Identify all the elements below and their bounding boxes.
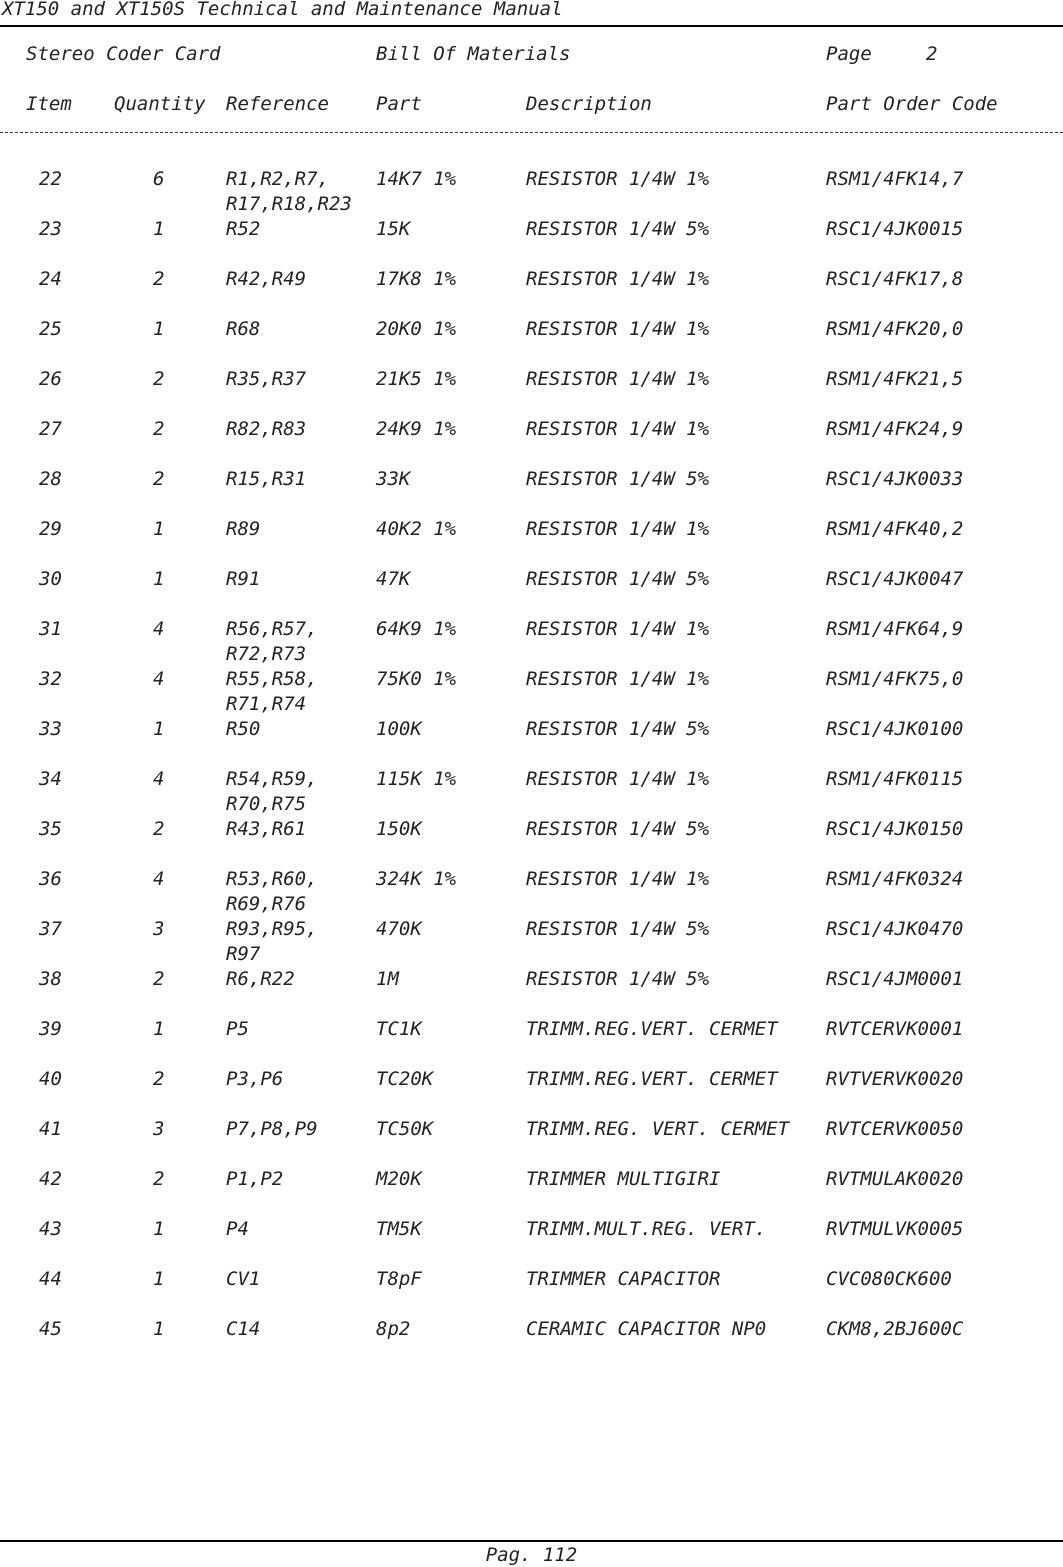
part-order-code: RSC1/4JK0047 — [826, 568, 964, 590]
part-value: 40K2 1% — [376, 518, 457, 540]
item-number: 31 — [39, 618, 62, 640]
quantity: 4 — [153, 868, 165, 890]
part-order-code: RVTCERVK0001 — [826, 1018, 964, 1040]
description: RESISTOR 1/4W 5% — [526, 218, 710, 240]
quantity: 2 — [153, 968, 165, 990]
running-header: XT150 and XT150S Technical and Maintenance Manual — [2, 0, 563, 20]
item-number: 32 — [39, 668, 62, 690]
reference: R82,R83 — [226, 418, 307, 440]
quantity: 2 — [153, 468, 165, 490]
part-value: 33K — [376, 468, 411, 490]
part-value: 21K5 1% — [376, 368, 457, 390]
reference: CV1 — [226, 1268, 261, 1290]
quantity: 1 — [153, 1318, 165, 1340]
quantity: 3 — [153, 1118, 165, 1140]
part-value: TC1K — [376, 1018, 422, 1040]
description: TRIMMER MULTIGIRI — [526, 1168, 721, 1190]
table-row — [0, 1217, 1063, 1267]
column-header-part: Part — [376, 93, 422, 115]
reference: C14 — [226, 1318, 261, 1340]
quantity: 2 — [153, 418, 165, 440]
item-number: 43 — [39, 1218, 62, 1240]
item-number: 39 — [39, 1018, 62, 1040]
reference: R6,R22 — [226, 968, 295, 990]
quantity: 1 — [153, 1218, 165, 1240]
part-order-code: RVTCERVK0050 — [826, 1118, 964, 1140]
description: CERAMIC CAPACITOR NP0 — [526, 1318, 767, 1340]
column-header-quantity: Quantity — [114, 93, 206, 115]
description: RESISTOR 1/4W 1% — [526, 618, 710, 640]
page-label: Page — [826, 43, 872, 65]
reference: R89 — [226, 518, 261, 540]
table-row — [0, 817, 1063, 867]
part-order-code: RSC1/4JK0470 — [826, 918, 964, 940]
description: RESISTOR 1/4W 1% — [526, 318, 710, 340]
item-number: 34 — [39, 768, 62, 790]
part-order-code: RVTMULAK0020 — [826, 1168, 964, 1190]
part-order-code: RSM1/4FK0324 — [826, 868, 964, 890]
header-separator — [0, 132, 1063, 133]
part-order-code: RSM1/4FK20,0 — [826, 318, 964, 340]
reference: R43,R61 — [226, 818, 307, 840]
table-row — [0, 267, 1063, 317]
column-header-reference: Reference — [226, 93, 329, 115]
part-order-code: RVTVERVK0020 — [826, 1068, 964, 1090]
reference: P4 — [226, 1218, 249, 1240]
part-order-code: RSM1/4FK24,9 — [826, 418, 964, 440]
table-row — [0, 767, 1063, 817]
item-number: 28 — [39, 468, 62, 490]
quantity: 1 — [153, 568, 165, 590]
part-value: 47K — [376, 568, 411, 590]
reference: R56,R57, — [226, 618, 318, 640]
quantity: 2 — [153, 268, 165, 290]
table-row — [0, 1267, 1063, 1317]
description: TRIMM.REG.VERT. CERMET — [526, 1068, 778, 1090]
item-number: 33 — [39, 718, 62, 740]
part-order-code: RSC1/4JK0015 — [826, 218, 964, 240]
item-number: 38 — [39, 968, 62, 990]
reference-continued: R70,R75 — [226, 793, 307, 815]
table-row — [0, 317, 1063, 367]
description: RESISTOR 1/4W 1% — [526, 668, 710, 690]
reference: P1,P2 — [226, 1168, 284, 1190]
description: RESISTOR 1/4W 1% — [526, 168, 710, 190]
table-row — [0, 1067, 1063, 1117]
reference-continued: R69,R76 — [226, 893, 307, 915]
table-row — [0, 367, 1063, 417]
part-order-code: RSC1/4JK0100 — [826, 718, 964, 740]
column-header-order-code: Part Order Code — [826, 93, 998, 115]
column-header-description: Description — [526, 93, 652, 115]
part-order-code: RSM1/4FK40,2 — [826, 518, 964, 540]
table-row — [0, 417, 1063, 467]
reference: P5 — [226, 1018, 249, 1040]
part-value: 75K0 1% — [376, 668, 457, 690]
description: RESISTOR 1/4W 5% — [526, 568, 710, 590]
part-value: 470K — [376, 918, 422, 940]
quantity: 2 — [153, 1168, 165, 1190]
item-number: 41 — [39, 1118, 62, 1140]
part-order-code: RSM1/4FK21,5 — [826, 368, 964, 390]
part-order-code: CVC080CK600 — [826, 1268, 952, 1290]
description: RESISTOR 1/4W 5% — [526, 918, 710, 940]
part-value: 20K0 1% — [376, 318, 457, 340]
table-row — [0, 1117, 1063, 1167]
part-order-code: RSM1/4FK75,0 — [826, 668, 964, 690]
reference: R55,R58, — [226, 668, 318, 690]
table-row — [0, 617, 1063, 667]
part-value: 150K — [376, 818, 422, 840]
reference: R52 — [226, 218, 261, 240]
part-value: TC50K — [376, 1118, 434, 1140]
description: RESISTOR 1/4W 1% — [526, 868, 710, 890]
quantity: 4 — [153, 618, 165, 640]
table-row — [0, 717, 1063, 767]
reference: R15,R31 — [226, 468, 307, 490]
table-row — [0, 467, 1063, 517]
part-value: M20K — [376, 1168, 422, 1190]
item-number: 36 — [39, 868, 62, 890]
part-value: 100K — [376, 718, 422, 740]
reference: R35,R37 — [226, 368, 307, 390]
reference: R53,R60, — [226, 868, 318, 890]
item-number: 25 — [39, 318, 62, 340]
part-order-code: RSM1/4FK14,7 — [826, 168, 964, 190]
reference-continued: R17,R18,R23 — [226, 193, 352, 215]
quantity: 1 — [153, 318, 165, 340]
quantity: 1 — [153, 218, 165, 240]
description: RESISTOR 1/4W 5% — [526, 818, 710, 840]
part-value: 324K 1% — [376, 868, 457, 890]
part-value: 115K 1% — [376, 768, 457, 790]
reference: R93,R95, — [226, 918, 318, 940]
reference: R1,R2,R7, — [226, 168, 329, 190]
item-number: 35 — [39, 818, 62, 840]
table-row — [0, 967, 1063, 1017]
quantity: 2 — [153, 368, 165, 390]
part-value: 1M — [376, 968, 399, 990]
reference: R54,R59, — [226, 768, 318, 790]
table-row — [0, 1017, 1063, 1067]
quantity: 1 — [153, 1018, 165, 1040]
table-row — [0, 1167, 1063, 1217]
table-row — [0, 217, 1063, 267]
part-order-code: RVTMULVK0005 — [826, 1218, 964, 1240]
part-value: 17K8 1% — [376, 268, 457, 290]
part-order-code: RSC1/4JM0001 — [826, 968, 964, 990]
table-row — [0, 1317, 1063, 1367]
reference: R91 — [226, 568, 261, 590]
part-order-code: CKM8,2BJ600C — [826, 1318, 964, 1340]
item-number: 40 — [39, 1068, 62, 1090]
reference-continued: R72,R73 — [226, 643, 307, 665]
table-row — [0, 567, 1063, 617]
reference: P3,P6 — [226, 1068, 284, 1090]
quantity: 4 — [153, 768, 165, 790]
description: TRIMM.MULT.REG. VERT. — [526, 1218, 767, 1240]
item-number: 27 — [39, 418, 62, 440]
table-row — [0, 917, 1063, 967]
quantity: 1 — [153, 1268, 165, 1290]
quantity: 6 — [153, 168, 165, 190]
part-order-code: RSC1/4JK0033 — [826, 468, 964, 490]
reference-continued: R97 — [226, 943, 261, 965]
page-number: 2 — [926, 43, 938, 65]
reference: P7,P8,P9 — [226, 1118, 318, 1140]
table-row — [0, 667, 1063, 717]
item-number: 23 — [39, 218, 62, 240]
part-value: 14K7 1% — [376, 168, 457, 190]
table-row — [0, 867, 1063, 917]
item-number: 44 — [39, 1268, 62, 1290]
part-order-code: RSM1/4FK64,9 — [826, 618, 964, 640]
table-row — [0, 517, 1063, 567]
quantity: 3 — [153, 918, 165, 940]
quantity: 2 — [153, 1068, 165, 1090]
item-number: 30 — [39, 568, 62, 590]
item-number: 29 — [39, 518, 62, 540]
part-value: TC20K — [376, 1068, 434, 1090]
item-number: 24 — [39, 268, 62, 290]
part-value: TM5K — [376, 1218, 422, 1240]
description: TRIMM.REG. VERT. CERMET — [526, 1118, 790, 1140]
column-header-item: Item — [26, 93, 72, 115]
description: RESISTOR 1/4W 5% — [526, 718, 710, 740]
reference: R42,R49 — [226, 268, 307, 290]
section-title: Stereo Coder Card — [26, 43, 221, 65]
description: RESISTOR 1/4W 1% — [526, 268, 710, 290]
quantity: 1 — [153, 518, 165, 540]
description: TRIMM.REG.VERT. CERMET — [526, 1018, 778, 1040]
quantity: 1 — [153, 718, 165, 740]
page-footer: Pag. 112 — [485, 1544, 578, 1566]
reference-continued: R71,R74 — [226, 693, 307, 715]
description: TRIMMER CAPACITOR — [526, 1268, 721, 1290]
description: RESISTOR 1/4W 1% — [526, 518, 710, 540]
reference: R68 — [226, 318, 261, 340]
part-order-code: RSM1/4FK0115 — [826, 768, 964, 790]
part-order-code: RSC1/4JK0150 — [826, 818, 964, 840]
item-number: 42 — [39, 1168, 62, 1190]
footer-rule — [0, 1540, 1063, 1542]
item-number: 26 — [39, 368, 62, 390]
header-rule — [0, 25, 1063, 27]
table-row — [0, 167, 1063, 217]
description: RESISTOR 1/4W 5% — [526, 968, 710, 990]
part-value: T8pF — [376, 1268, 422, 1290]
quantity: 2 — [153, 818, 165, 840]
reference: R50 — [226, 718, 261, 740]
item-number: 22 — [39, 168, 62, 190]
part-value: 15K — [376, 218, 411, 240]
description: RESISTOR 1/4W 1% — [526, 768, 710, 790]
quantity: 4 — [153, 668, 165, 690]
description: RESISTOR 1/4W 5% — [526, 468, 710, 490]
item-number: 37 — [39, 918, 62, 940]
part-value: 8p2 — [376, 1318, 411, 1340]
item-number: 45 — [39, 1318, 62, 1340]
part-value: 24K9 1% — [376, 418, 457, 440]
description: RESISTOR 1/4W 1% — [526, 368, 710, 390]
document-title: Bill Of Materials — [376, 43, 571, 65]
part-order-code: RSC1/4FK17,8 — [826, 268, 964, 290]
part-value: 64K9 1% — [376, 618, 457, 640]
description: RESISTOR 1/4W 1% — [526, 418, 710, 440]
